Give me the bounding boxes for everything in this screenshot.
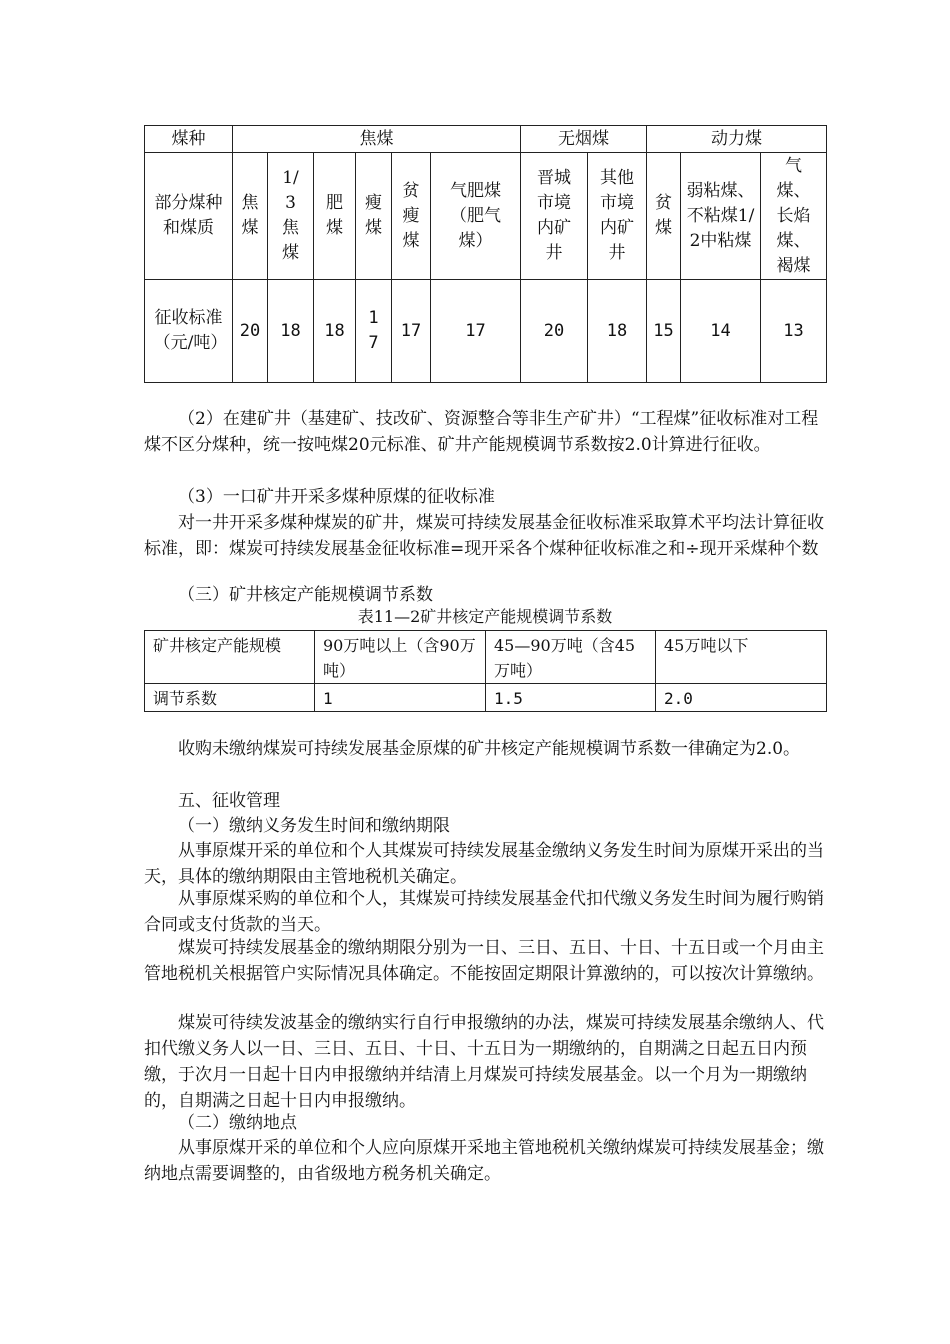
- type-cell: [681, 153, 761, 280]
- paragraph: 对一井开采多煤种煤炭的矿井，煤炭可持续发展基金征收标准采取算术平均法计算征收标准，即：煤炭可持续发展基金征收标准=现开采各个煤种征收标准之和÷现开采煤种个数: [144, 513, 824, 559]
- value-text: 17: [368, 308, 379, 353]
- section-heading: （二）缴纳地点: [178, 1113, 297, 1133]
- paragraph: 从事原煤采购的单位和个人，其煤炭可持续发展基金代扣代缴义务发生时间为履行购销合同或支付货款的当天。: [144, 889, 824, 935]
- type-label: 弱粘煤、不粘煤1/2中粘煤: [686, 180, 755, 251]
- paragraph: 从事原煤开采的单位和个人其煤炭可持续发展基金缴纳义务发生时间为原煤开采出的当天，具体的缴纳期限由主管地税机关确定。: [144, 841, 824, 887]
- header-90-above: 90万吨以上（含90万吨）: [315, 631, 486, 684]
- paragraph: （2）在建矿井（基建矿、技改矿、资源整合等非生产矿井）“工程煤”征收标准对工程煤不区分煤种，统一按吨煤20元标准、矿井产能规模调节系数按2.0计算进行征收。: [144, 409, 819, 455]
- table-caption: 表11—2矿井核定产能规模调节系数: [357, 607, 613, 626]
- row-label-standard-text: 征收标准（元/吨）: [153, 308, 228, 353]
- type-cell: [314, 153, 356, 280]
- value-cell: 18: [268, 280, 314, 383]
- header-45-90: 45—90万吨（含45万吨）: [486, 631, 656, 684]
- row-label-types-text: 部分煤种和煤质: [154, 193, 223, 238]
- coefficient-value: 1: [315, 684, 486, 712]
- label-coefficient: 调节系数: [145, 684, 315, 712]
- paragraph: 收购未缴纳煤炭可持续发展基金原煤的矿井核定产能规模调节系数一律确定为2.0。: [178, 739, 801, 759]
- group-power: 动力煤: [647, 126, 827, 153]
- type-label: 其他市境内矿井: [600, 168, 635, 263]
- type-label: 气肥煤（肥气煤）: [450, 180, 502, 251]
- type-label: 气煤、长焰煤、褐煤: [776, 155, 811, 276]
- value-cell: 15: [647, 280, 681, 383]
- value-cell: 20: [521, 280, 588, 383]
- value-cell: 14: [681, 280, 761, 383]
- type-cell: [233, 153, 268, 280]
- type-label: 1/3焦煤: [282, 168, 299, 263]
- paragraph: （3）一口矿井开采多煤种原煤的征收标准: [178, 487, 495, 507]
- section-heading: （三）矿井核定产能规模调节系数: [178, 585, 433, 605]
- value-cell: 17: [392, 280, 431, 383]
- type-cell: [431, 153, 521, 280]
- coal-standard-table: [144, 125, 827, 383]
- type-cell: [268, 153, 314, 280]
- type-cell: [761, 153, 827, 280]
- type-label: 瘦煤: [365, 193, 382, 238]
- row-label-standard: [145, 280, 233, 383]
- paragraph: 从事原煤开采的单位和个人应向原煤开采地主管地税机关缴纳煤炭可持续发展基金；缴纳地点需要调整的，由省级地方税务机关确定。: [144, 1138, 824, 1184]
- type-cell: [647, 153, 681, 280]
- type-label: 晋城市境内矿井: [537, 168, 572, 263]
- paragraph: 煤炭可待续发波基金的缴纳实行自行申报缴纳的办法，煤炭可持续发展基余缴纳人、代扣代缴义务人以一日、三日、五日、十日、十五日为一期缴纳的，自期满之日起五日内预缴，于次月一日起十日内申报缴纳并结清上月煤炭可持续发展基金。以一个月为一期缴纳的，自期满之日起十日内申报缴纳。: [144, 1013, 824, 1111]
- value-cell: 13: [761, 280, 827, 383]
- header-45-below: 45万吨以下: [656, 631, 827, 684]
- section-heading: 五、征收管理: [178, 791, 280, 811]
- value-cell: 17: [431, 280, 521, 383]
- group-anthracite: 无烟煤: [521, 126, 647, 153]
- type-label: 肥煤: [326, 193, 343, 238]
- value-cell: 20: [233, 280, 268, 383]
- row-label-types: [145, 153, 233, 280]
- coefficient-value: 1.5: [486, 684, 656, 712]
- type-label: 贫煤: [655, 193, 673, 238]
- coefficient-value: 2.0: [656, 684, 827, 712]
- header-coal-type: 煤种: [145, 126, 233, 153]
- group-coke: 焦煤: [233, 126, 521, 153]
- type-label: 贫瘦煤: [402, 180, 420, 251]
- type-cell: [588, 153, 647, 280]
- type-cell: [521, 153, 588, 280]
- value-cell: 18: [588, 280, 647, 383]
- paragraph: 煤炭可持续发展基金的缴纳期限分别为一日、三日、五日、十日、十五日或一个月由主管地税机关根据管户实际情况具体确定。不能按固定期限计算激纳的，可以按次计算缴纳。: [144, 938, 824, 984]
- section-heading: （一）缴纳义务发生时间和缴纳期限: [178, 816, 450, 836]
- value-cell: [356, 280, 392, 383]
- type-cell: [356, 153, 392, 280]
- header-capacity: 矿井核定产能规模: [145, 631, 315, 684]
- type-cell: [392, 153, 431, 280]
- type-label: 焦煤: [241, 193, 259, 238]
- value-cell: 18: [314, 280, 356, 383]
- capacity-coefficient-table: [144, 630, 827, 712]
